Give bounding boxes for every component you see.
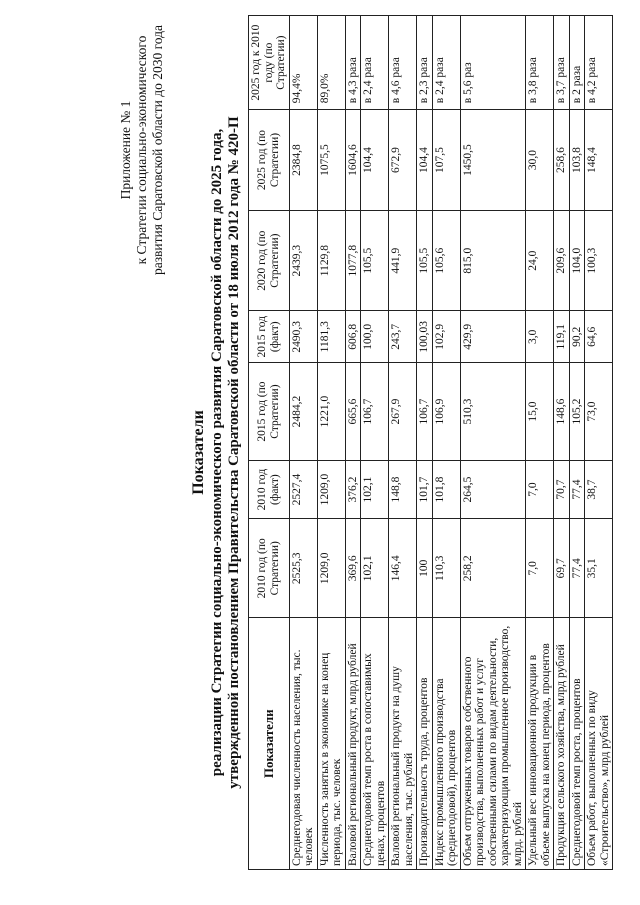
- value-cell: 105,6: [432, 210, 460, 311]
- value-cell: 104,4: [417, 110, 433, 211]
- indicator-name-cell: Продукция сельского хозяйства, млрд рублей: [554, 618, 570, 870]
- column-header: 2015 год (факт): [249, 311, 290, 363]
- appendix-subtitle-line-1: к Стратегии социально-экономического: [134, 35, 149, 265]
- value-cell: 77,4: [569, 461, 585, 519]
- value-cell: 24,0: [526, 210, 554, 311]
- value-cell: 1181,3: [317, 311, 345, 363]
- value-cell: 2384,8: [289, 110, 317, 211]
- value-cell: 2439,3: [289, 210, 317, 311]
- value-cell: в 2 раза: [569, 16, 585, 110]
- column-header: 2025 год (по Стратегии): [249, 110, 290, 211]
- value-cell: в 5,6 раз: [460, 16, 526, 110]
- value-cell: 104,4: [361, 110, 389, 211]
- value-cell: 90,2: [569, 311, 585, 363]
- value-cell: 104,0: [569, 210, 585, 311]
- value-cell: 815,0: [460, 210, 526, 311]
- value-cell: 441,9: [389, 210, 417, 311]
- value-cell: 105,5: [361, 210, 389, 311]
- value-cell: 2490,3: [289, 311, 317, 363]
- value-cell: 69,7: [554, 519, 570, 618]
- value-cell: 77,4: [569, 519, 585, 618]
- value-cell: 369,6: [345, 519, 361, 618]
- table-row: [417, 16, 433, 870]
- value-cell: 148,6: [554, 363, 570, 461]
- value-cell: 1077,8: [345, 210, 361, 311]
- column-header: 2025 год к 2010 году (по Стратегии): [249, 16, 290, 110]
- value-cell: 102,1: [361, 519, 389, 618]
- value-cell: 119,1: [554, 311, 570, 363]
- value-cell: 672,9: [389, 110, 417, 211]
- value-cell: в 2,4 раза: [432, 16, 460, 110]
- value-cell: 38,7: [585, 461, 613, 519]
- indicator-name-cell: Валовой региональный продукт, млрд рублей: [345, 618, 361, 870]
- column-header: 2020 год (по Стратегии): [249, 210, 290, 311]
- value-cell: 1450,5: [460, 110, 526, 211]
- indicator-name-cell: Производительность труда, процентов: [417, 618, 433, 870]
- indicator-name-cell: Среднегодовой темп роста в сопоставимых ценах, процентов: [361, 618, 389, 870]
- value-cell: 1221,0: [317, 363, 345, 461]
- table-row: [554, 16, 570, 870]
- title-line-2: реализации Стратегии социально-экономического развития Саратовской области до 2025 года,: [209, 128, 225, 777]
- table-row: [345, 16, 361, 870]
- value-cell: 243,7: [389, 311, 417, 363]
- value-cell: 105,2: [569, 363, 585, 461]
- value-cell: в 4,6 раза: [389, 16, 417, 110]
- table-row: [361, 16, 389, 870]
- value-cell: 209,6: [554, 210, 570, 311]
- value-cell: 101,7: [417, 461, 433, 519]
- table-body: [289, 16, 613, 870]
- value-cell: 35,1: [585, 519, 613, 618]
- column-header: 2015 год (по Стратегии): [249, 363, 290, 461]
- value-cell: 2525,3: [289, 519, 317, 618]
- value-cell: в 2,4 раза: [361, 16, 389, 110]
- value-cell: 606,8: [345, 311, 361, 363]
- indicator-name-cell: Среднегодовая численность населения, тыс. человек: [289, 618, 317, 870]
- value-cell: 1129,8: [317, 210, 345, 311]
- value-cell: 106,7: [361, 363, 389, 461]
- table-row: [460, 16, 526, 870]
- value-cell: 1604,6: [345, 110, 361, 211]
- value-cell: 510,3: [460, 363, 526, 461]
- value-cell: 258,6: [554, 110, 570, 211]
- title-line-3: утвержденной постановлением Правительства Саратовской области от 18 июля 2012 года № 420-П: [226, 116, 242, 789]
- appendix-header: [118, 15, 166, 285]
- indicator-name-cell: Численность занятых в экономике на конец периода, тыс. человек: [317, 618, 345, 870]
- value-cell: в 3,8 раза: [526, 16, 554, 110]
- value-cell: 101,8: [432, 461, 460, 519]
- value-cell: 100,03: [417, 311, 433, 363]
- value-cell: 107,5: [432, 110, 460, 211]
- column-header: Показатели: [249, 618, 290, 870]
- value-cell: 64,6: [585, 311, 613, 363]
- indicator-name-cell: Объем работ, выполненных по виду «Строительство», млрд рублей: [585, 618, 613, 870]
- value-cell: 94,4%: [289, 16, 317, 110]
- document-title: [190, 20, 243, 885]
- value-cell: 100: [417, 519, 433, 618]
- column-header: 2010 год (по Стратегии): [249, 519, 290, 618]
- value-cell: 665,6: [345, 363, 361, 461]
- value-cell: 267,9: [389, 363, 417, 461]
- column-header: 2010 год (факт): [249, 461, 290, 519]
- value-cell: в 4,3 раза: [345, 16, 361, 110]
- value-cell: 1209,0: [317, 519, 345, 618]
- table-row: [432, 16, 460, 870]
- value-cell: в 4,2 раза: [585, 16, 613, 110]
- value-cell: 148,4: [585, 110, 613, 211]
- table-row: [585, 16, 613, 870]
- value-cell: 258,2: [460, 519, 526, 618]
- appendix-number: Приложение № 1: [118, 100, 133, 200]
- value-cell: 1209,0: [317, 461, 345, 519]
- value-cell: 15,0: [526, 363, 554, 461]
- value-cell: 106,7: [417, 363, 433, 461]
- value-cell: 105,5: [417, 210, 433, 311]
- value-cell: 1075,5: [317, 110, 345, 211]
- value-cell: в 2,3 раза: [417, 16, 433, 110]
- value-cell: 110,3: [432, 519, 460, 618]
- value-cell: 148,8: [389, 461, 417, 519]
- indicator-name-cell: Валовой региональный продукт на душу населения, тыс. рублей: [389, 618, 417, 870]
- title-heading: Показатели: [190, 410, 207, 495]
- indicator-name-cell: Объем отгруженных товаров собственного производства, выполненных работ и услуг собственными силами по видам деятельности, характеризующим промышленное производство, млрд. рублей: [460, 618, 526, 870]
- value-cell: в 3,7 раза: [554, 16, 570, 110]
- value-cell: 30,0: [526, 110, 554, 211]
- table-row: [526, 16, 554, 870]
- value-cell: 70,7: [554, 461, 570, 519]
- appendix-subtitle-line-2: развития Саратовской области до 2030 года: [150, 24, 165, 276]
- indicator-name-cell: Удельный вес инновационной продукции в объеме выпуска на конец периода, процентов: [526, 618, 554, 870]
- indicators-table: [248, 15, 613, 870]
- table-header-row: [249, 16, 290, 870]
- value-cell: 3,0: [526, 311, 554, 363]
- value-cell: 100,0: [361, 311, 389, 363]
- value-cell: 7,0: [526, 519, 554, 618]
- value-cell: 429,9: [460, 311, 526, 363]
- value-cell: 146,4: [389, 519, 417, 618]
- value-cell: 102,9: [432, 311, 460, 363]
- value-cell: 376,2: [345, 461, 361, 519]
- value-cell: 264,5: [460, 461, 526, 519]
- value-cell: 73,0: [585, 363, 613, 461]
- value-cell: 103,8: [569, 110, 585, 211]
- table-row: [289, 16, 317, 870]
- value-cell: 7,0: [526, 461, 554, 519]
- value-cell: 100,3: [585, 210, 613, 311]
- table-row: [569, 16, 585, 870]
- value-cell: 2484,2: [289, 363, 317, 461]
- value-cell: 89,0%: [317, 16, 345, 110]
- value-cell: 2527,4: [289, 461, 317, 519]
- indicator-name-cell: Индекс промышленного производства (среднегодовой), процентов: [432, 618, 460, 870]
- table-row: [389, 16, 417, 870]
- table-row: [317, 16, 345, 870]
- indicator-name-cell: Среднегодовой темп роста, процентов: [569, 618, 585, 870]
- value-cell: 106,9: [432, 363, 460, 461]
- value-cell: 102,1: [361, 461, 389, 519]
